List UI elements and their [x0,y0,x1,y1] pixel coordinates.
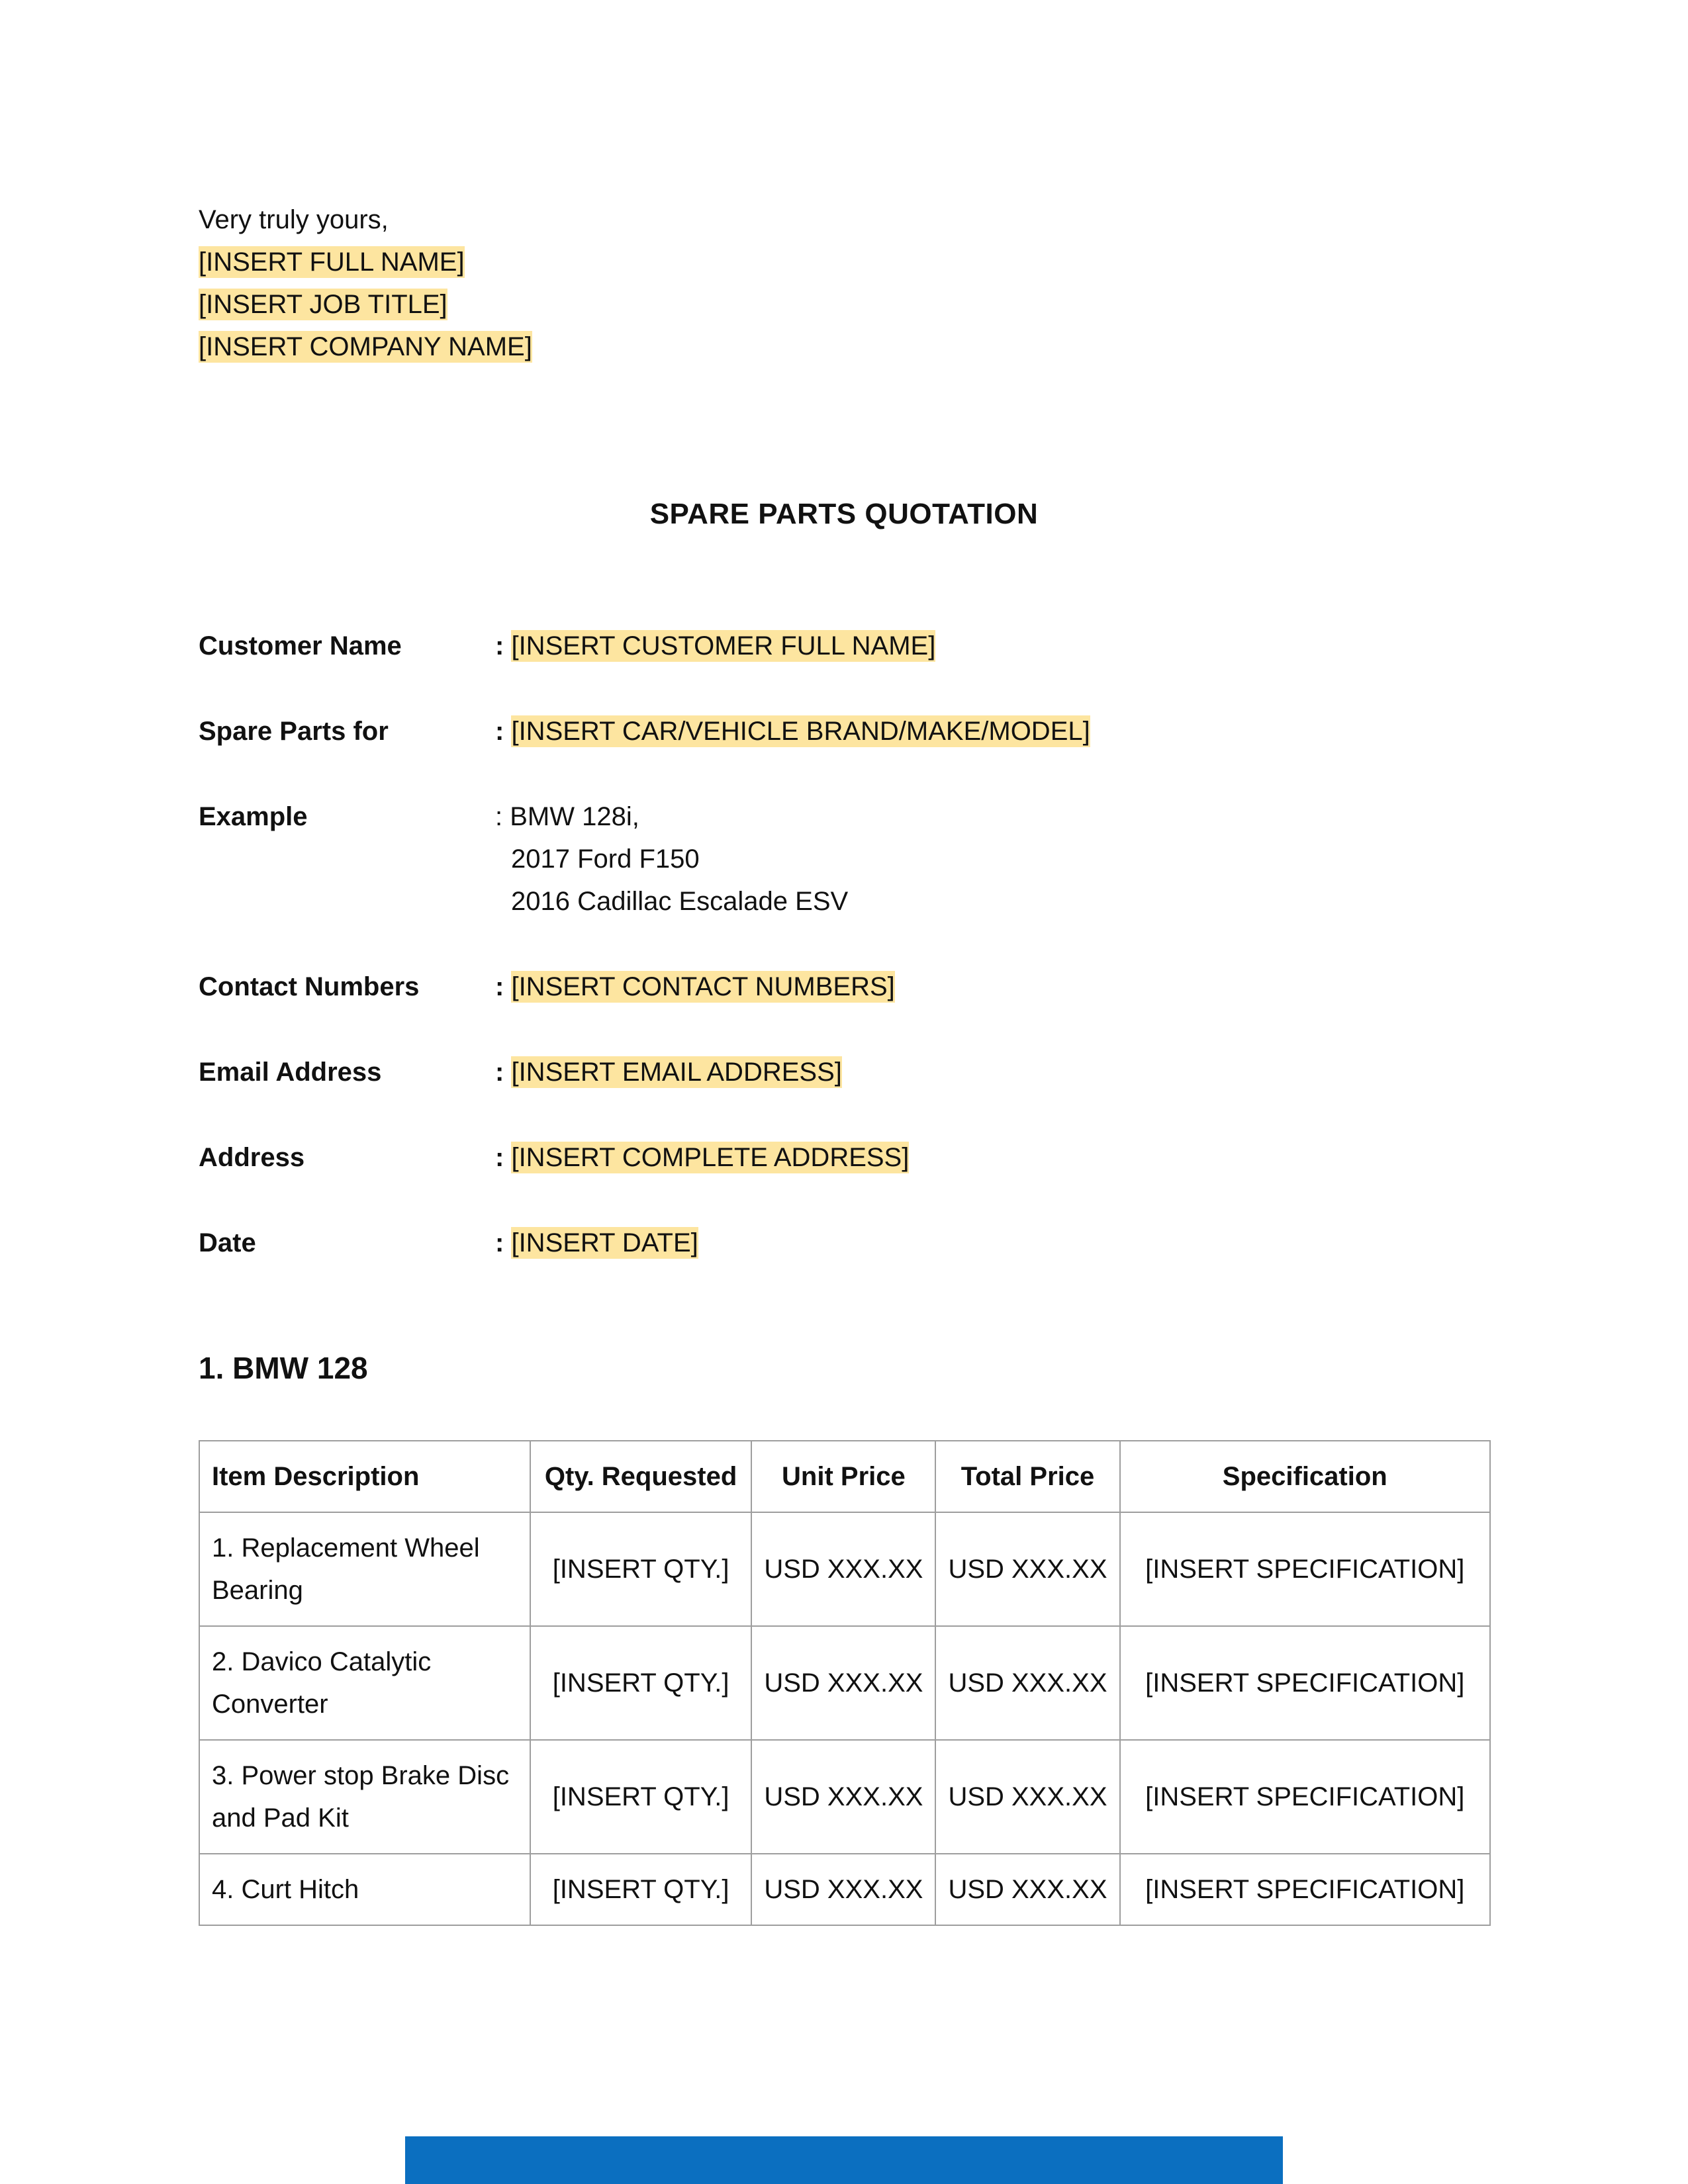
cell-total-price: USD XXX.XX [935,1512,1119,1626]
cell-total-price: USD XXX.XX [935,1740,1119,1854]
closing-block [199,199,532,368]
sender-job-title: [INSERT JOB TITLE] [199,290,447,319]
sender-company-name: [INSERT COMPANY NAME] [199,332,532,361]
cell-specification: [INSERT SPECIFICATION] [1120,1512,1490,1626]
cell-specification: [INSERT SPECIFICATION] [1120,1740,1490,1854]
cell-total-price: USD XXX.XX [935,1626,1119,1740]
cell-item-description: 1. Replacement Wheel Bearing [199,1512,530,1626]
cell-unit-price: USD XXX.XX [751,1626,935,1740]
cell-specification: [INSERT SPECIFICATION] [1120,1854,1490,1925]
field-label: Customer Name [199,631,402,660]
cell-qty: [INSERT QTY.] [530,1512,752,1626]
header-item-description: Item Description [199,1441,530,1512]
example-line: 2017 Ford F150 [511,844,700,874]
cell-specification: [INSERT SPECIFICATION] [1120,1626,1490,1740]
footer-bar [405,2136,1283,2184]
field-value: [INSERT CAR/VEHICLE BRAND/MAKE/MODEL] [511,717,1090,746]
field-label: Date [199,1228,256,1257]
document-title: SPARE PARTS QUOTATION [649,498,1039,530]
field-value: [INSERT CONTACT NUMBERS] [511,972,895,1001]
cell-item-description: 3. Power stop Brake Disc and Pad Kit [199,1740,530,1854]
sender-full-name: [INSERT FULL NAME] [199,248,465,277]
cell-qty: [INSERT QTY.] [530,1854,752,1925]
cell-item-description: 4. Curt Hitch [199,1854,530,1925]
header-qty-requested: Qty. Requested [530,1441,752,1512]
field-label: Address [199,1143,305,1172]
table-row [199,1740,1490,1854]
header-unit-price: Unit Price [751,1441,935,1512]
field-label: Email Address [199,1058,382,1087]
header-specification: Specification [1120,1441,1490,1512]
example-line: BMW 128i, [510,802,639,831]
cell-qty: [INSERT QTY.] [530,1740,752,1854]
field-label: Example [199,802,308,831]
field-label: Contact Numbers [199,972,420,1001]
header-total-price: Total Price [935,1441,1119,1512]
document-page: Very truly yours, [INSERT FULL NAME] [INSERT JOB TITLE] [INSERT COMPANY NAME] SPARE PARTS QUOTATION Customer Name : [INSERT CUSTOMER FULL NAME] Spare Parts for : [INSERT CAR/VEHICLE BRAND/MAKE/MODEL] Example : BMW 128i, 2017 Ford F150 2016 Cadillac Escalade ESV Contact Numbers : [INSERT CONTACT NUMBERS] Email Address : [INSERT EMAIL ADDRESS] Address : [INSERT COMPLETE ADDRESS] Date : [INSERT DATE] 1. BMW 128 Item Description Qty. Requested Unit Price Total Price Specification 1. Replacement Wheel Bearing [INSERT QTY.] USD XXX.XX USD XXX.XX [INSERT SPECIFICATION] 2. Davico Catalytic Converter [INSERT QTY.] USD XXX.XX USD XXX.XX [INSERT SPECIFICATION] 3. Power stop Brake Disc and Pad Kit [INSERT QTY.] USD XXX.XX USD XXX.XX [INSERT SPECIFICATION] 4. Curt Hitch [INSERT QTY.] USD XXX.XX USD XXX.XX [INSERT SPECIFICATION] [0,0,1688,2184]
example-line: 2016 Cadillac Escalade ESV [511,887,849,916]
closing-salutation: Very truly yours, [199,205,389,234]
cell-unit-price: USD XXX.XX [751,1740,935,1854]
cell-unit-price: USD XXX.XX [751,1512,935,1626]
field-label: Spare Parts for [199,717,389,746]
quotation-table [199,1440,1491,1926]
field-value: [INSERT EMAIL ADDRESS] [511,1058,842,1087]
cell-item-description: 2. Davico Catalytic Converter [199,1626,530,1740]
table-row [199,1626,1490,1740]
cell-qty: [INSERT QTY.] [530,1626,752,1740]
table-row [199,1854,1490,1925]
cell-unit-price: USD XXX.XX [751,1854,935,1925]
table-row [199,1512,1490,1626]
field-value: [INSERT DATE] [511,1228,698,1257]
field-value: [INSERT CUSTOMER FULL NAME] [511,631,936,660]
cell-total-price: USD XXX.XX [935,1854,1119,1925]
section-heading: 1. BMW 128 [199,1351,368,1385]
field-value: [INSERT COMPLETE ADDRESS] [511,1143,910,1172]
table-header-row [199,1441,1490,1512]
